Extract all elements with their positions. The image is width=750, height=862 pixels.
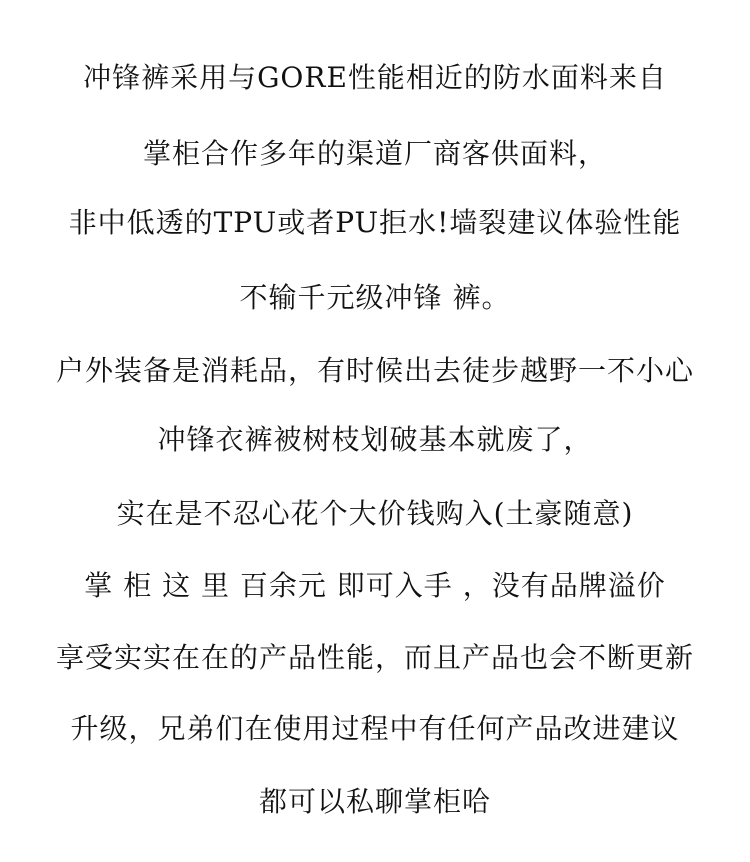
text-line-4: 不输千元级冲锋 裤。 — [239, 281, 511, 314]
text-line-8: 掌 柜 这 里 百余元 即可入手 ，没有品牌溢价 — [84, 569, 666, 602]
text-line-11: 都可以私聊掌柜哈 — [258, 785, 491, 818]
text-line-3: 非中低透的TPU或者PU拒水!墙裂建议体验性能 — [68, 206, 682, 239]
text-line-1: 冲锋裤采用与GORE性能相近的防水面料来自 — [83, 61, 667, 94]
text-line-2: 掌柜合作多年的渠道厂商客供面料， — [142, 137, 607, 170]
text-line-9: 享受实实在在的产品性能，而且产品也会不断更新 — [55, 641, 694, 674]
text-line-10: 升级，兄弟们在使用过程中有任何产品改进建议 — [70, 712, 680, 745]
text-line-6: 冲锋衣裤被树枝划破基本就废了， — [157, 423, 593, 456]
text-line-5: 户外装备是消耗品，有时候出去徒步越野一不小心 — [55, 354, 694, 387]
text-line-7: 实在是不忍心花个大价钱购入(土豪随意) — [116, 497, 634, 530]
